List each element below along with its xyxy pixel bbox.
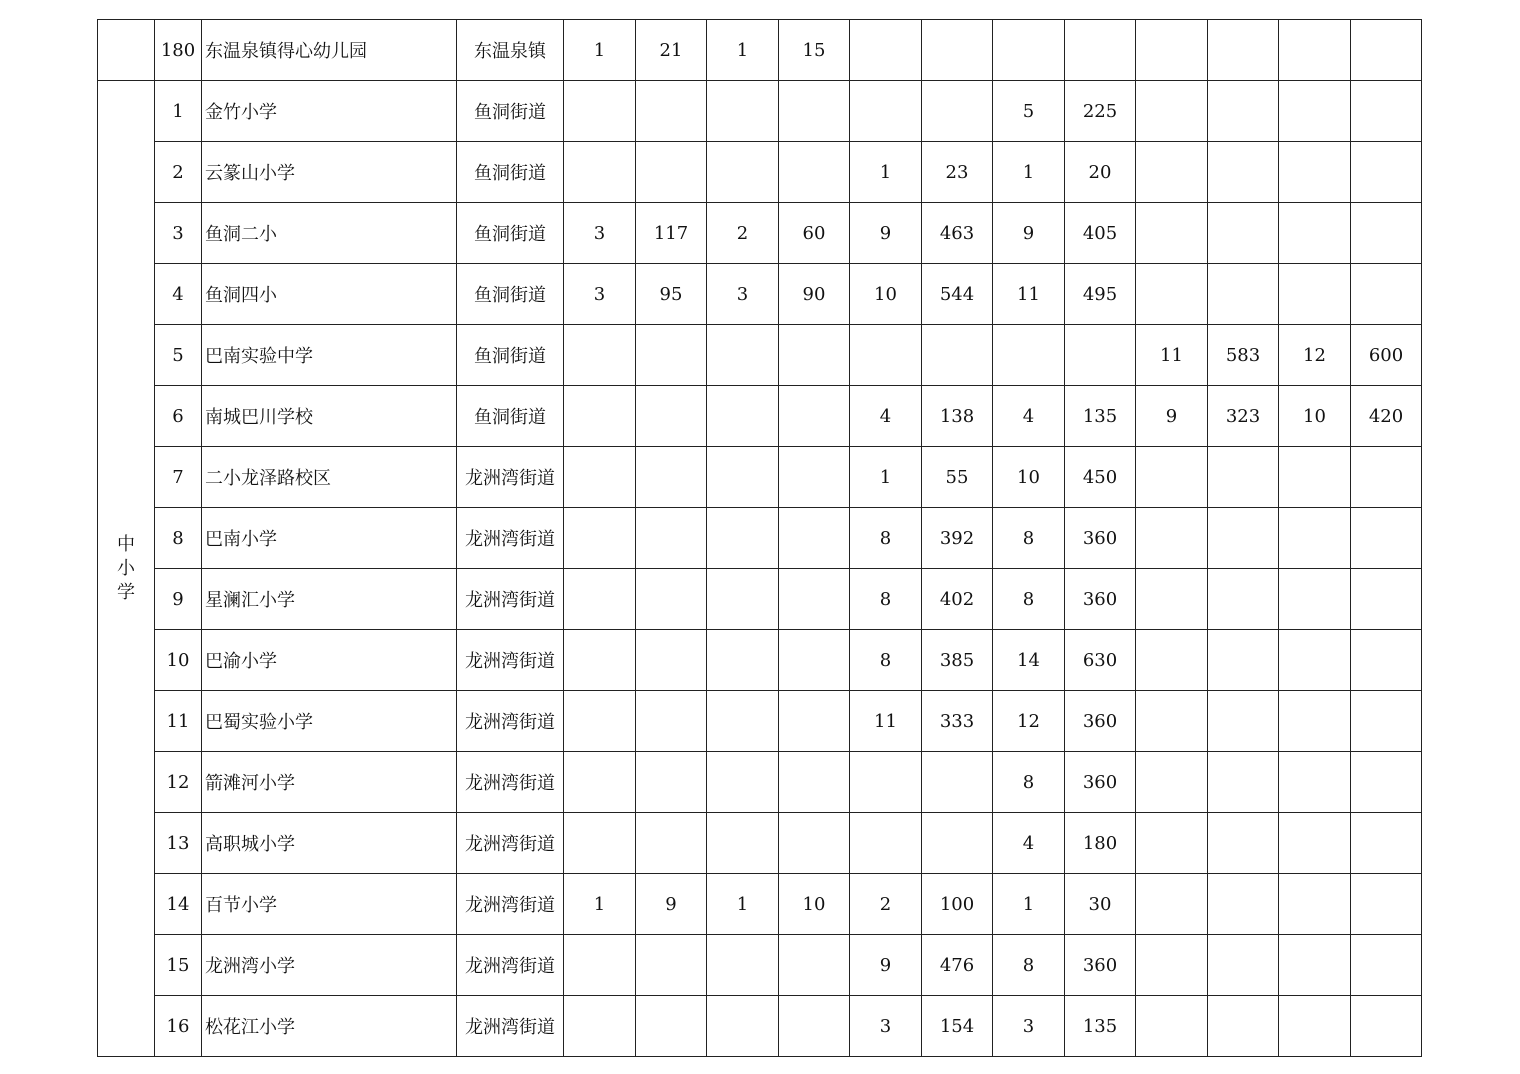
row-number: 15 bbox=[155, 935, 202, 996]
street-name: 龙洲湾街道 bbox=[457, 752, 564, 813]
value-cell bbox=[1065, 325, 1136, 386]
row-number: 16 bbox=[155, 996, 202, 1057]
value-cell: 9 bbox=[850, 203, 922, 264]
value-cell: 360 bbox=[1065, 569, 1136, 630]
value-cell: 2 bbox=[850, 874, 922, 935]
value-cell: 385 bbox=[922, 630, 993, 691]
value-cell bbox=[1351, 203, 1422, 264]
value-cell: 1 bbox=[993, 142, 1065, 203]
value-cell: 3 bbox=[564, 203, 636, 264]
value-cell bbox=[1208, 569, 1279, 630]
value-cell bbox=[636, 386, 707, 447]
value-cell bbox=[1351, 142, 1422, 203]
value-cell: 1 bbox=[850, 447, 922, 508]
value-cell bbox=[1279, 81, 1351, 142]
row-number: 180 bbox=[155, 20, 202, 81]
street-name: 东温泉镇 bbox=[457, 20, 564, 81]
row-number: 5 bbox=[155, 325, 202, 386]
row-number: 6 bbox=[155, 386, 202, 447]
value-cell bbox=[922, 81, 993, 142]
value-cell bbox=[1136, 203, 1208, 264]
category-char: 小 bbox=[117, 557, 135, 579]
row-number: 3 bbox=[155, 203, 202, 264]
value-cell bbox=[779, 691, 850, 752]
value-cell: 10 bbox=[779, 874, 850, 935]
street-name: 龙洲湾街道 bbox=[457, 508, 564, 569]
value-cell bbox=[636, 996, 707, 1057]
value-cell bbox=[1351, 874, 1422, 935]
value-cell bbox=[850, 813, 922, 874]
value-cell bbox=[1351, 996, 1422, 1057]
value-cell bbox=[707, 569, 779, 630]
value-cell: 405 bbox=[1065, 203, 1136, 264]
value-cell: 463 bbox=[922, 203, 993, 264]
value-cell bbox=[1279, 691, 1351, 752]
value-cell bbox=[1136, 935, 1208, 996]
value-cell: 3 bbox=[850, 996, 922, 1057]
value-cell: 8 bbox=[993, 752, 1065, 813]
value-cell bbox=[1065, 20, 1136, 81]
value-cell bbox=[636, 142, 707, 203]
value-cell bbox=[1279, 508, 1351, 569]
value-cell bbox=[779, 630, 850, 691]
value-cell bbox=[707, 81, 779, 142]
value-cell: 8 bbox=[850, 508, 922, 569]
table-row bbox=[98, 813, 1422, 874]
value-cell bbox=[1136, 752, 1208, 813]
value-cell: 11 bbox=[1136, 325, 1208, 386]
table-row bbox=[98, 81, 1422, 142]
value-cell bbox=[636, 508, 707, 569]
value-cell: 544 bbox=[922, 264, 993, 325]
value-cell bbox=[636, 447, 707, 508]
value-cell bbox=[1279, 813, 1351, 874]
value-cell bbox=[1279, 935, 1351, 996]
value-cell bbox=[564, 142, 636, 203]
school-name: 金竹小学 bbox=[202, 81, 457, 142]
row-number: 14 bbox=[155, 874, 202, 935]
data-table bbox=[97, 19, 1422, 1057]
value-cell bbox=[1136, 447, 1208, 508]
row-number: 13 bbox=[155, 813, 202, 874]
category-char: 中 bbox=[117, 533, 135, 555]
value-cell: 23 bbox=[922, 142, 993, 203]
table-row bbox=[98, 203, 1422, 264]
school-name: 鱼洞四小 bbox=[202, 264, 457, 325]
school-name: 南城巴川学校 bbox=[202, 386, 457, 447]
table-row bbox=[98, 20, 1422, 81]
value-cell bbox=[779, 386, 850, 447]
value-cell: 3 bbox=[993, 996, 1065, 1057]
value-cell: 117 bbox=[636, 203, 707, 264]
value-cell bbox=[1279, 20, 1351, 81]
value-cell bbox=[1136, 142, 1208, 203]
value-cell bbox=[1351, 630, 1422, 691]
value-cell: 21 bbox=[636, 20, 707, 81]
value-cell bbox=[1279, 874, 1351, 935]
value-cell: 95 bbox=[636, 264, 707, 325]
value-cell bbox=[636, 325, 707, 386]
value-cell: 14 bbox=[993, 630, 1065, 691]
value-cell bbox=[564, 81, 636, 142]
value-cell: 8 bbox=[993, 508, 1065, 569]
table-row bbox=[98, 996, 1422, 1057]
value-cell: 135 bbox=[1065, 386, 1136, 447]
value-cell bbox=[1136, 264, 1208, 325]
street-name: 龙洲湾街道 bbox=[457, 569, 564, 630]
value-cell bbox=[1208, 142, 1279, 203]
street-name: 鱼洞街道 bbox=[457, 325, 564, 386]
value-cell: 225 bbox=[1065, 81, 1136, 142]
value-cell bbox=[707, 142, 779, 203]
value-cell bbox=[1208, 264, 1279, 325]
street-name: 鱼洞街道 bbox=[457, 386, 564, 447]
table-row bbox=[98, 508, 1422, 569]
value-cell: 1 bbox=[564, 874, 636, 935]
value-cell bbox=[636, 691, 707, 752]
value-cell bbox=[1351, 752, 1422, 813]
value-cell: 1 bbox=[564, 20, 636, 81]
value-cell bbox=[1279, 447, 1351, 508]
value-cell: 15 bbox=[779, 20, 850, 81]
value-cell bbox=[779, 752, 850, 813]
value-cell bbox=[1208, 691, 1279, 752]
value-cell: 333 bbox=[922, 691, 993, 752]
value-cell bbox=[564, 813, 636, 874]
value-cell bbox=[779, 996, 850, 1057]
value-cell: 20 bbox=[1065, 142, 1136, 203]
street-name: 鱼洞街道 bbox=[457, 142, 564, 203]
value-cell: 12 bbox=[1279, 325, 1351, 386]
value-cell bbox=[1208, 813, 1279, 874]
school-name: 百节小学 bbox=[202, 874, 457, 935]
row-number: 12 bbox=[155, 752, 202, 813]
value-cell: 495 bbox=[1065, 264, 1136, 325]
value-cell bbox=[779, 81, 850, 142]
value-cell bbox=[922, 813, 993, 874]
value-cell bbox=[993, 325, 1065, 386]
value-cell bbox=[564, 386, 636, 447]
school-name: 龙洲湾小学 bbox=[202, 935, 457, 996]
value-cell: 154 bbox=[922, 996, 993, 1057]
value-cell: 360 bbox=[1065, 752, 1136, 813]
value-cell: 420 bbox=[1351, 386, 1422, 447]
value-cell bbox=[1208, 752, 1279, 813]
value-cell bbox=[1208, 203, 1279, 264]
street-name: 龙洲湾街道 bbox=[457, 874, 564, 935]
row-number: 7 bbox=[155, 447, 202, 508]
value-cell bbox=[1136, 81, 1208, 142]
value-cell bbox=[779, 813, 850, 874]
school-name: 星澜汇小学 bbox=[202, 569, 457, 630]
value-cell: 138 bbox=[922, 386, 993, 447]
value-cell: 1 bbox=[850, 142, 922, 203]
category-cell bbox=[98, 81, 155, 1057]
value-cell: 135 bbox=[1065, 996, 1136, 1057]
value-cell: 450 bbox=[1065, 447, 1136, 508]
school-name: 箭滩河小学 bbox=[202, 752, 457, 813]
value-cell bbox=[850, 325, 922, 386]
value-cell bbox=[1136, 630, 1208, 691]
street-name: 龙洲湾街道 bbox=[457, 813, 564, 874]
value-cell: 8 bbox=[993, 569, 1065, 630]
value-cell bbox=[636, 813, 707, 874]
row-number: 1 bbox=[155, 81, 202, 142]
value-cell: 3 bbox=[707, 264, 779, 325]
school-name: 巴渝小学 bbox=[202, 630, 457, 691]
school-name: 云篆山小学 bbox=[202, 142, 457, 203]
value-cell: 9 bbox=[1136, 386, 1208, 447]
value-cell bbox=[779, 935, 850, 996]
value-cell bbox=[1279, 203, 1351, 264]
value-cell: 90 bbox=[779, 264, 850, 325]
value-cell bbox=[707, 813, 779, 874]
value-cell bbox=[1279, 142, 1351, 203]
value-cell bbox=[1279, 264, 1351, 325]
value-cell: 5 bbox=[993, 81, 1065, 142]
value-cell bbox=[564, 325, 636, 386]
school-name: 松花江小学 bbox=[202, 996, 457, 1057]
value-cell bbox=[707, 386, 779, 447]
value-cell bbox=[779, 508, 850, 569]
value-cell bbox=[707, 508, 779, 569]
category-cell-empty bbox=[98, 20, 155, 81]
value-cell: 1 bbox=[707, 20, 779, 81]
value-cell: 3 bbox=[564, 264, 636, 325]
value-cell bbox=[1279, 630, 1351, 691]
school-name: 巴蜀实验小学 bbox=[202, 691, 457, 752]
value-cell bbox=[564, 569, 636, 630]
value-cell: 630 bbox=[1065, 630, 1136, 691]
value-cell bbox=[636, 81, 707, 142]
value-cell: 12 bbox=[993, 691, 1065, 752]
category-char: 学 bbox=[117, 581, 135, 603]
value-cell: 9 bbox=[850, 935, 922, 996]
value-cell bbox=[779, 569, 850, 630]
value-cell: 476 bbox=[922, 935, 993, 996]
value-cell bbox=[636, 569, 707, 630]
value-cell bbox=[779, 142, 850, 203]
value-cell bbox=[1136, 691, 1208, 752]
value-cell: 8 bbox=[850, 569, 922, 630]
value-cell bbox=[1351, 508, 1422, 569]
value-cell: 4 bbox=[850, 386, 922, 447]
table-row bbox=[98, 447, 1422, 508]
value-cell bbox=[1351, 81, 1422, 142]
row-number: 2 bbox=[155, 142, 202, 203]
value-cell: 1 bbox=[993, 874, 1065, 935]
value-cell: 600 bbox=[1351, 325, 1422, 386]
street-name: 鱼洞街道 bbox=[457, 81, 564, 142]
value-cell bbox=[779, 447, 850, 508]
value-cell: 8 bbox=[993, 935, 1065, 996]
value-cell bbox=[564, 630, 636, 691]
value-cell bbox=[564, 691, 636, 752]
value-cell: 323 bbox=[1208, 386, 1279, 447]
value-cell: 360 bbox=[1065, 691, 1136, 752]
value-cell bbox=[850, 752, 922, 813]
value-cell bbox=[1136, 813, 1208, 874]
school-name: 鱼洞二小 bbox=[202, 203, 457, 264]
value-cell bbox=[707, 691, 779, 752]
value-cell bbox=[1351, 20, 1422, 81]
row-number: 9 bbox=[155, 569, 202, 630]
value-cell bbox=[1136, 20, 1208, 81]
value-cell: 583 bbox=[1208, 325, 1279, 386]
value-cell bbox=[1208, 996, 1279, 1057]
value-cell bbox=[1208, 20, 1279, 81]
table-row bbox=[98, 935, 1422, 996]
value-cell: 4 bbox=[993, 386, 1065, 447]
street-name: 龙洲湾街道 bbox=[457, 691, 564, 752]
value-cell bbox=[1208, 81, 1279, 142]
value-cell bbox=[1279, 996, 1351, 1057]
table-row bbox=[98, 630, 1422, 691]
value-cell: 360 bbox=[1065, 508, 1136, 569]
row-number: 11 bbox=[155, 691, 202, 752]
value-cell: 8 bbox=[850, 630, 922, 691]
value-cell bbox=[564, 935, 636, 996]
value-cell: 10 bbox=[993, 447, 1065, 508]
value-cell: 10 bbox=[1279, 386, 1351, 447]
value-cell bbox=[707, 447, 779, 508]
value-cell bbox=[564, 447, 636, 508]
street-name: 龙洲湾街道 bbox=[457, 996, 564, 1057]
value-cell bbox=[1351, 569, 1422, 630]
table-row bbox=[98, 752, 1422, 813]
value-cell bbox=[707, 325, 779, 386]
value-cell bbox=[1136, 996, 1208, 1057]
value-cell bbox=[922, 325, 993, 386]
value-cell: 30 bbox=[1065, 874, 1136, 935]
value-cell bbox=[636, 935, 707, 996]
value-cell bbox=[850, 81, 922, 142]
value-cell bbox=[1136, 569, 1208, 630]
value-cell bbox=[1351, 691, 1422, 752]
value-cell: 11 bbox=[993, 264, 1065, 325]
table-row bbox=[98, 264, 1422, 325]
value-cell bbox=[707, 996, 779, 1057]
value-cell bbox=[707, 752, 779, 813]
value-cell: 2 bbox=[707, 203, 779, 264]
value-cell bbox=[1208, 508, 1279, 569]
value-cell bbox=[1136, 508, 1208, 569]
value-cell bbox=[564, 508, 636, 569]
street-name: 鱼洞街道 bbox=[457, 203, 564, 264]
value-cell bbox=[1279, 752, 1351, 813]
value-cell bbox=[1208, 935, 1279, 996]
value-cell bbox=[993, 20, 1065, 81]
street-name: 鱼洞街道 bbox=[457, 264, 564, 325]
value-cell bbox=[636, 630, 707, 691]
value-cell: 9 bbox=[636, 874, 707, 935]
value-cell bbox=[850, 20, 922, 81]
value-cell bbox=[779, 325, 850, 386]
value-cell bbox=[636, 752, 707, 813]
row-number: 10 bbox=[155, 630, 202, 691]
row-number: 4 bbox=[155, 264, 202, 325]
school-name: 二小龙泽路校区 bbox=[202, 447, 457, 508]
value-cell bbox=[1279, 569, 1351, 630]
value-cell bbox=[1351, 813, 1422, 874]
value-cell: 4 bbox=[993, 813, 1065, 874]
street-name: 龙洲湾街道 bbox=[457, 447, 564, 508]
school-name: 巴南实验中学 bbox=[202, 325, 457, 386]
value-cell bbox=[1208, 447, 1279, 508]
street-name: 龙洲湾街道 bbox=[457, 935, 564, 996]
value-cell bbox=[564, 996, 636, 1057]
table-body bbox=[98, 20, 1422, 1057]
value-cell bbox=[707, 935, 779, 996]
value-cell bbox=[1351, 935, 1422, 996]
row-number: 8 bbox=[155, 508, 202, 569]
value-cell bbox=[1136, 874, 1208, 935]
value-cell bbox=[707, 630, 779, 691]
value-cell: 11 bbox=[850, 691, 922, 752]
value-cell: 55 bbox=[922, 447, 993, 508]
school-name: 巴南小学 bbox=[202, 508, 457, 569]
value-cell bbox=[1351, 264, 1422, 325]
street-name: 龙洲湾街道 bbox=[457, 630, 564, 691]
table-row bbox=[98, 874, 1422, 935]
value-cell bbox=[564, 752, 636, 813]
value-cell: 1 bbox=[707, 874, 779, 935]
value-cell: 60 bbox=[779, 203, 850, 264]
school-name: 东温泉镇得心幼儿园 bbox=[202, 20, 457, 81]
value-cell bbox=[1208, 874, 1279, 935]
table-row bbox=[98, 691, 1422, 752]
value-cell: 100 bbox=[922, 874, 993, 935]
value-cell bbox=[922, 752, 993, 813]
table-row bbox=[98, 325, 1422, 386]
value-cell: 360 bbox=[1065, 935, 1136, 996]
value-cell bbox=[1208, 630, 1279, 691]
school-name: 高职城小学 bbox=[202, 813, 457, 874]
value-cell: 392 bbox=[922, 508, 993, 569]
value-cell: 9 bbox=[993, 203, 1065, 264]
table-row bbox=[98, 386, 1422, 447]
value-cell: 10 bbox=[850, 264, 922, 325]
value-cell bbox=[922, 20, 993, 81]
value-cell: 402 bbox=[922, 569, 993, 630]
value-cell bbox=[1351, 447, 1422, 508]
value-cell: 180 bbox=[1065, 813, 1136, 874]
table-row bbox=[98, 569, 1422, 630]
table-row bbox=[98, 142, 1422, 203]
